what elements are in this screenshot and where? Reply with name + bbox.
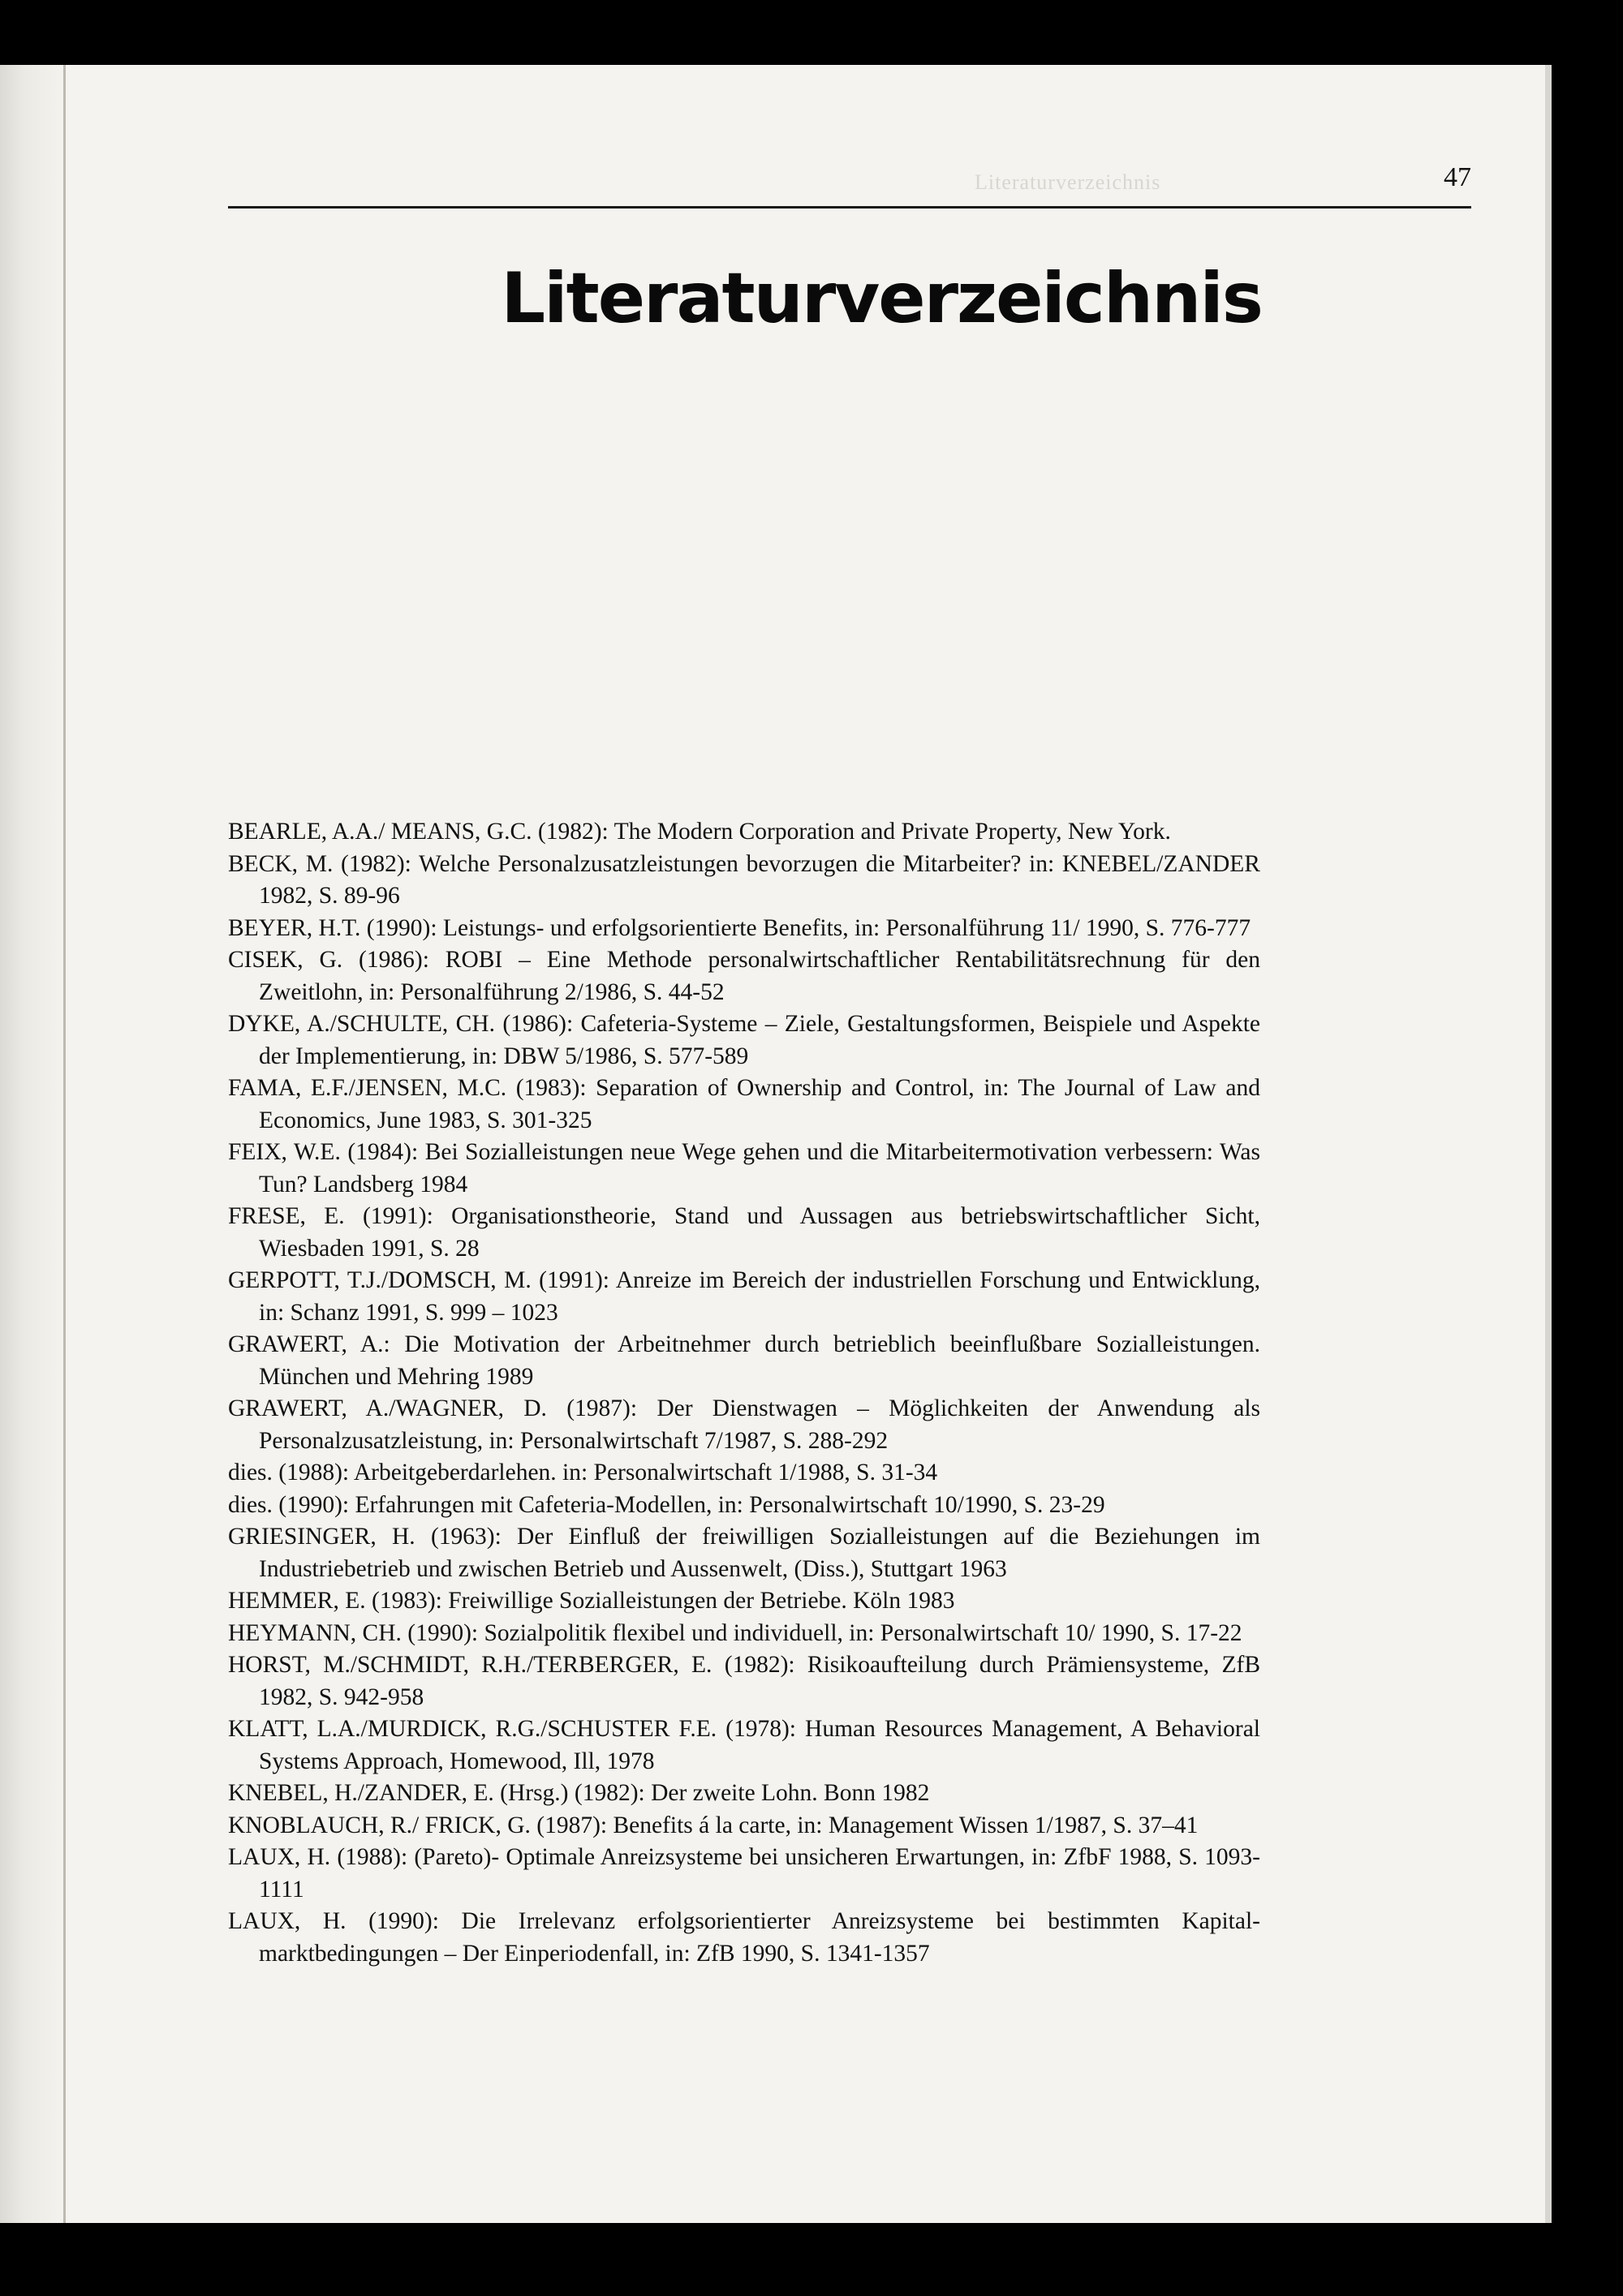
bibliography-entry: BEARLE, A.A./ MEANS, G.C. (1982): The Modern Corporation and Private Property, New York.: [228, 819, 1171, 845]
bibliography-entry: GRAWERT, A.: Die Motivation der Arbeitnehmer durch betrieblich beeinflußbare Sozialleistungen. München und Mehring 1989: [228, 1331, 1260, 1390]
page-title: Literaturverzeichnis: [501, 258, 1262, 339]
bibliography-entry: dies. (1990): Erfahrungen mit Cafeteria-Modellen, in: Personalwirtschaft 10/1990, S. 23-29: [228, 1491, 1105, 1518]
bibliography-entry: LAUX, H. (1988): (Pareto)- Optimale Anreizsysteme bei unsicheren Erwartungen, in: ZfbF 1988, S. 1093-1111: [228, 1844, 1260, 1903]
book-page: [0, 65, 1552, 2223]
bibliography-entry: KNEBEL, H./ZANDER, E. (Hrsg.) (1982): Der zweite Lohn. Bonn 1982: [228, 1780, 930, 1806]
page-fold-line: [63, 65, 66, 2223]
bibliography-entry: HORST, M./SCHMIDT, R.H./TERBERGER, E. (1982): Risikoaufteilung durch Prämiensysteme, ZfB 1982, S. 942-958: [228, 1652, 1260, 1710]
bibliography-entry: FRESE, E. (1991): Organisationstheorie, Stand und Aussagen aus betriebswirtschaftlicher Sicht, Wiesbaden 1991, S. 28: [228, 1203, 1260, 1262]
bibliography-entry: FEIX, W.E. (1984): Bei Sozialleistungen neue Wege gehen und die Mitarbeitermotivation verbessern: Was Tun? Landsberg 1984: [228, 1139, 1260, 1197]
running-head-text: Literaturverzeichnis: [975, 170, 1161, 194]
bibliography-entry: HEYMANN, CH. (1990): Sozialpolitik flexibel und individuell, in: Personalwirtschaft 10/ 1990, S. 17-22: [228, 1619, 1242, 1646]
bibliography-list: [228, 816, 1260, 1970]
bibliography-entry: KNOBLAUCH, R./ FRICK, G. (1987): Benefits á la carte, in: Management Wissen 1/1987, S. 37–41: [228, 1812, 1199, 1838]
running-header: [228, 159, 1471, 206]
bibliography-entry: FAMA, E.F./JENSEN, M.C. (1983): Separation of Ownership and Control, in: The Journal of Law and Economics, June 1983, S. 301-325: [228, 1075, 1260, 1133]
bibliography-entry: GERPOTT, T.J./DOMSCH, M. (1991): Anreize im Bereich der industriellen Forschung und Entwicklung, in: Schanz 1991, S. 999 – 1023: [228, 1267, 1260, 1326]
bibliography-entry: BECK, M. (1982): Welche Personalzusatzleistungen bevorzugen die Mitarbeiter? in: KNEBEL/ZANDER 1982, S. 89-96: [228, 850, 1260, 909]
bibliography-entry: DYKE, A./SCHULTE, CH. (1986): Cafeteria-Systeme – Ziele, Gestaltungsformen, Beispiele und Aspekte der Implementierung, in: DBW 5/1986, S. 577-589: [228, 1011, 1260, 1069]
bibliography-entry: BEYER, H.T. (1990): Leistungs- und erfolgsorientierte Benefits, in: Personalführung 11/ 1990, S. 776-777: [228, 914, 1251, 941]
bibliography-entry: LAUX, H. (1990): Die Irrelevanz erfolgsorientierter Anreizsysteme bei bestimmten Kapitalmarktbedingungen – Der Einperiodenfall, in: ZfB 1990, S. 1341-1357: [228, 1908, 1260, 1967]
page-right-edge: [1545, 65, 1552, 2223]
bibliography-entry: GRAWERT, A./WAGNER, D. (1987): Der Dienstwagen – Möglichkeiten der Anwendung als Personalzusatzleistung, in: Personalwirtschaft 7/1987, S. 288-292: [228, 1395, 1260, 1454]
bibliography-entry: CISEK, G. (1986): ROBI – Eine Methode personalwirtschaftlicher Rentabilitätsrechnung für den Zweitlohn, in: Personalführung 2/1986, S. 44-52: [228, 947, 1260, 1005]
bibliography-entry: dies. (1988): Arbeitgeberdarlehen. in: Personalwirtschaft 1/1988, S. 31-34: [228, 1460, 938, 1486]
bibliography-entry: KLATT, L.A./MURDICK, R.G./SCHUSTER F.E. (1978): Human Resources Management, A Behavioral Systems Approach, Homewood, Ill, 1978: [228, 1716, 1260, 1774]
bibliography-entry: HEMMER, E. (1983): Freiwillige Sozialleistungen der Betriebe. Köln 1983: [228, 1588, 955, 1614]
page-binding-edge: [0, 65, 67, 2223]
header-rule: [228, 206, 1471, 209]
page-number: 47: [1444, 162, 1471, 192]
bibliography-entry: GRIESINGER, H. (1963): Der Einfluß der freiwilligen Sozialleistungen auf die Beziehungen im Industriebetrieb und zwischen Betrieb und Aussenwelt, (Diss.), Stuttgart 1963: [228, 1524, 1260, 1582]
